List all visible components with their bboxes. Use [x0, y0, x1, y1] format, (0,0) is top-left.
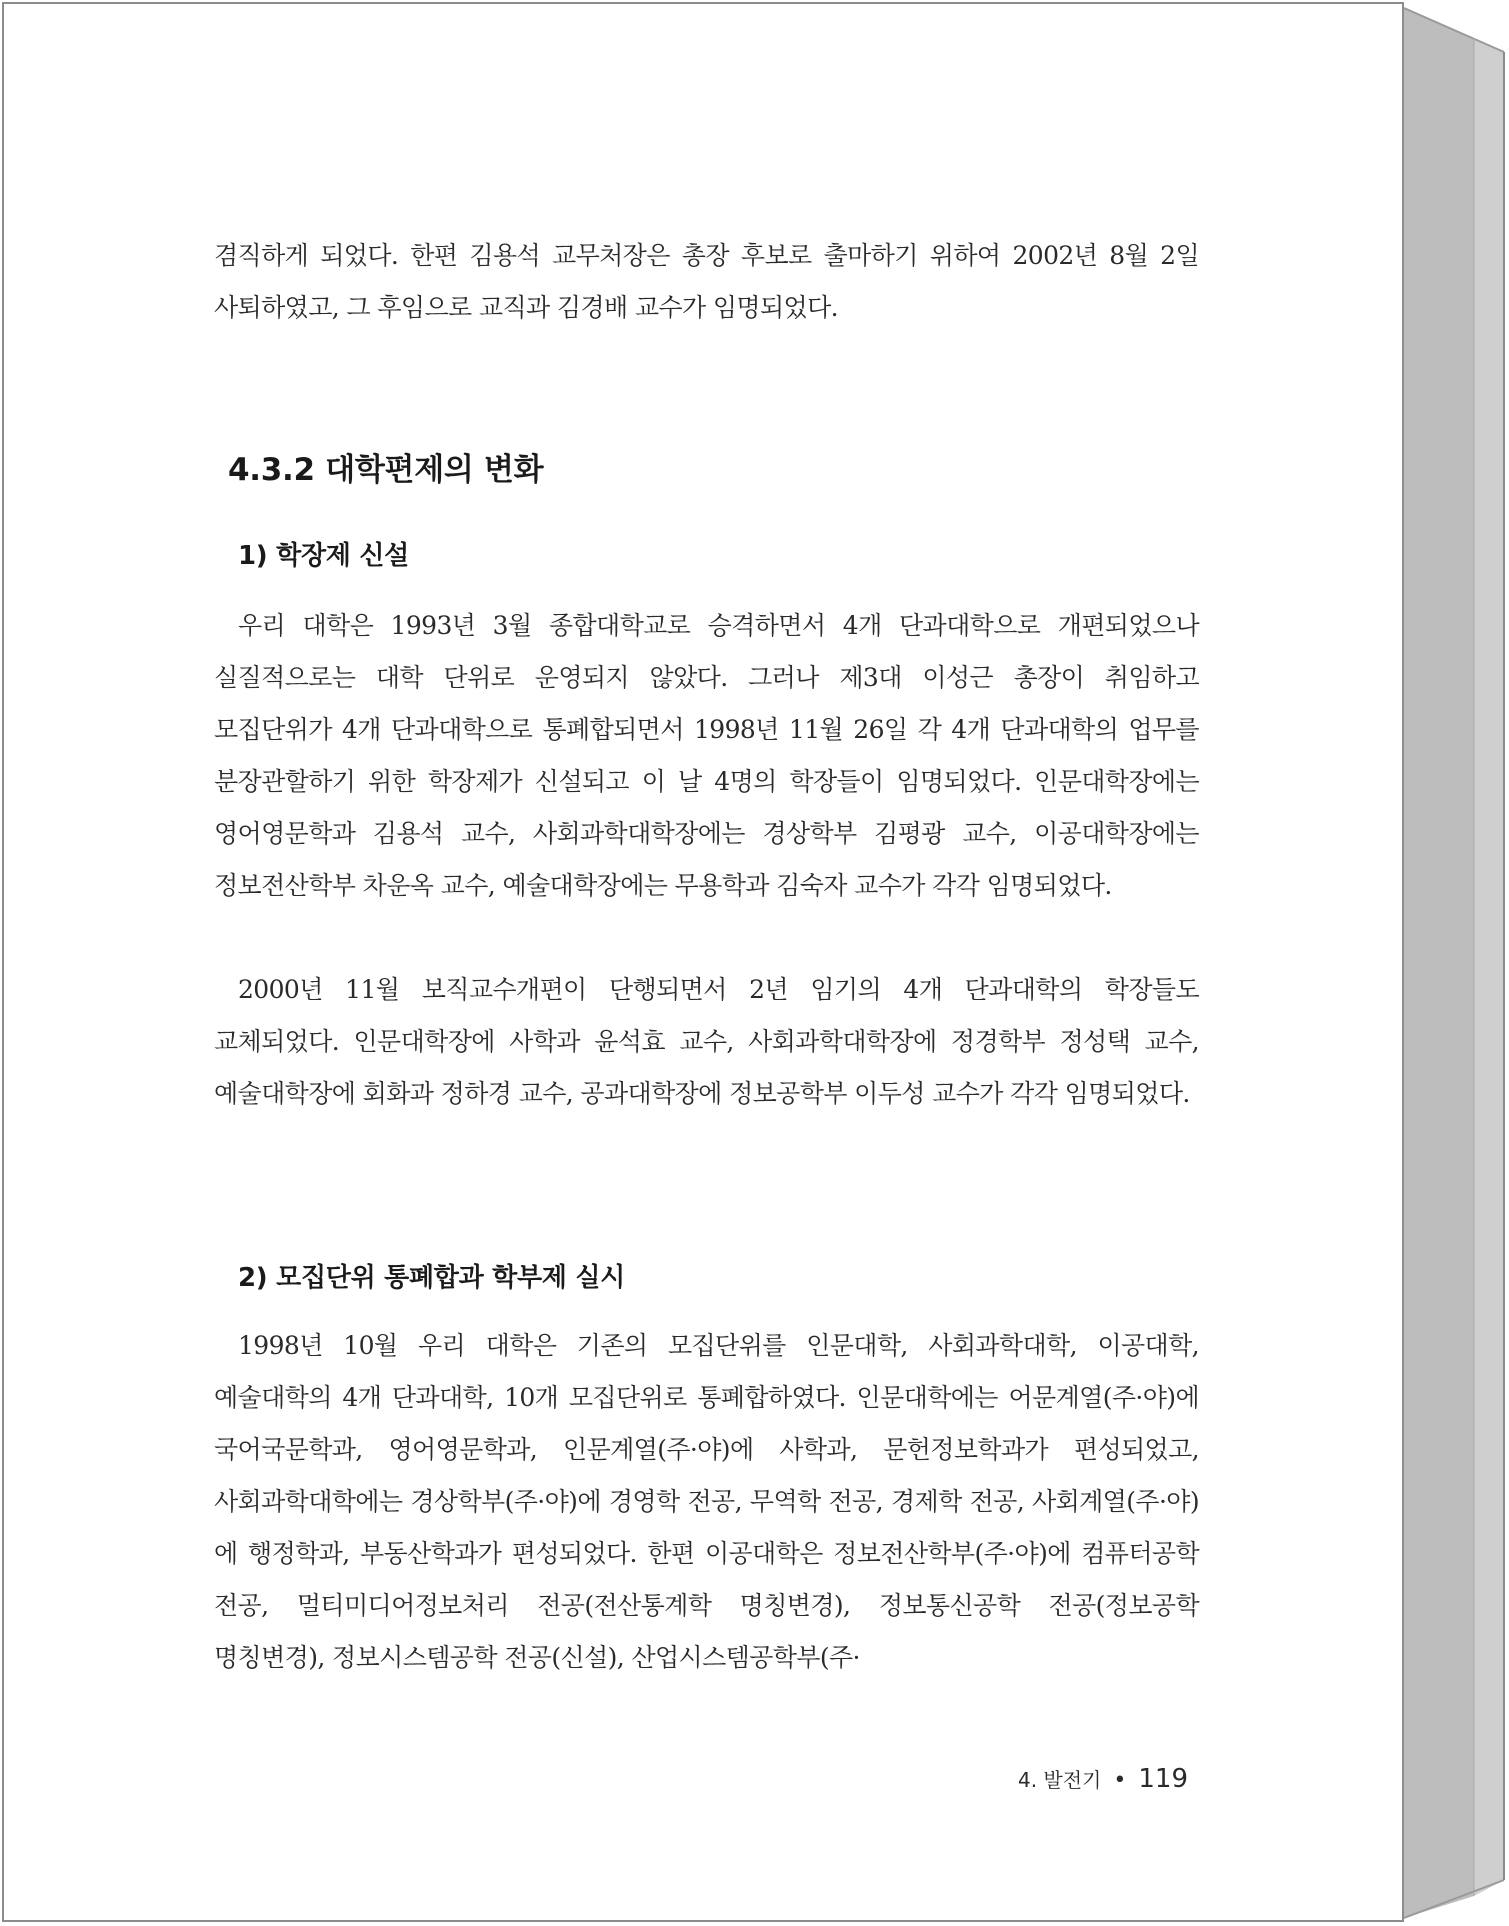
- book-edge: [1404, 0, 1509, 1926]
- subsection1-paragraph-1: 우리 대학은 1993년 3월 종합대학교로 승격하면서 4개 단과대학으로 개편되었으나 실질적으로는 대학 단위로 운영되지 않았다. 그러나 제3대 이성근 총장이 취임하고 모집단위가 4개 단과대학으로 통폐합되면서 1998년 11월 26일 각 4개 단과대학의 업무를 분장관할하기 위한 학장제가 신설되고 이 날 4명의 학장들이 임명되었다. 인문대학장에는 영어영문학과 김용석 교수, 사회과학대학장에는 경상학부 김평광 교수, 이공대학장에는 정보전산학부 차운옥 교수, 예술대학장에는 무용학과 김숙자 교수가 각각 임명되었다.: [214, 611, 1199, 900]
- book-page: [2, 2, 1404, 1922]
- page-footer: [1018, 1764, 1188, 1794]
- subsection1-paragraph-2: 2000년 11월 보직교수개편이 단행되면서 2년 임기의 4개 단과대학의 학장들도 교체되었다. 인문대학장에 사학과 윤석효 교수, 사회과학대학장에 정경학부 정성택 교수, 예술대학장에 회화과 정하경 교수, 공과대학장에 정보공학부 이두성 교수가 각각 임명되었다.: [214, 975, 1199, 1108]
- section-title: 4.3.2 대학편제의 변화: [228, 452, 544, 488]
- page-number: 119: [1138, 1764, 1188, 1794]
- subsection-title-2: 2) 모집단위 통폐합과 학부제 실시: [238, 1263, 625, 1293]
- footer-bullet: •: [1113, 1768, 1127, 1793]
- paragraph-top: 겸직하게 되었다. 한편 김용석 교무처장은 총장 후보로 출마하기 위하여 2002년 8월 2일 사퇴하였고, 그 후임으로 교직과 김경배 교수가 임명되었다.: [214, 241, 1199, 322]
- subsection2-paragraph-1: 1998년 10월 우리 대학은 기존의 모집단위를 인문대학, 사회과학대학, 이공대학, 예술대학의 4개 단과대학, 10개 모집단위로 통폐합하였다. 인문대학에는 어문계열(주·야)에 국어국문학과, 영어영문학과, 인문계열(주·야)에 사학과, 문헌정보학과가 편성되었고, 사회과학대학에는 경상학부(주·야)에 경영학 전공, 무역학 전공, 경제학 전공, 사회계열(주·야)에 행정학과, 부동산학과가 편성되었다. 한편 이공대학은 정보전산학부(주·야)에 컴퓨터공학 전공, 멀티미디어정보처리 전공(전산통계학 명칭변경), 정보통신공학 전공(정보공학 명칭변경), 정보시스템공학 전공(신설), 산업시스템공학부(주·: [214, 1331, 1199, 1672]
- subsection-title-1: 1) 학장제 신설: [238, 541, 409, 571]
- footer-chapter: 4. 발전기: [1017, 1768, 1102, 1792]
